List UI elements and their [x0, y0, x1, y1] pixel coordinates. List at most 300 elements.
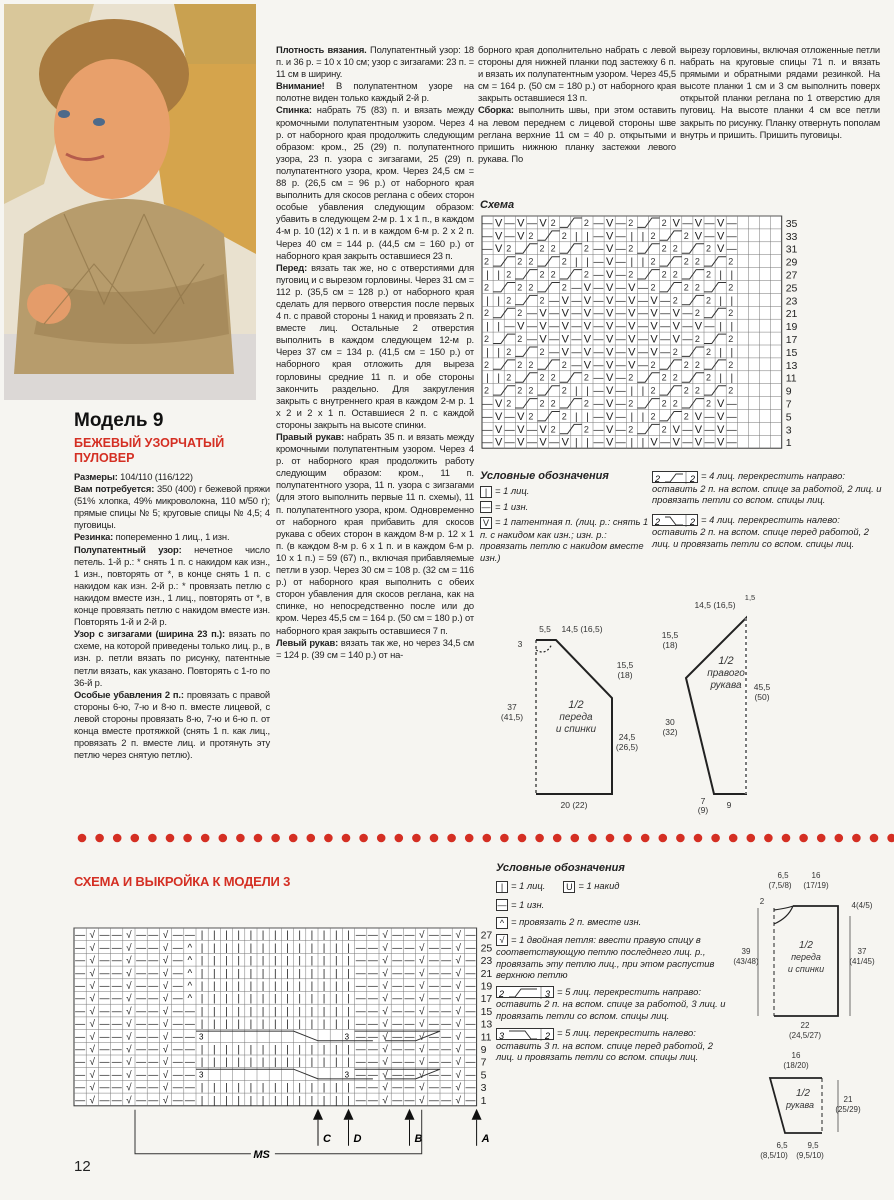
chart-cell: |: [310, 993, 314, 1005]
chart-cell: —: [441, 981, 452, 992]
chart-cell-cross: 2: [650, 411, 656, 422]
chart-cell: —: [148, 968, 159, 980]
chart-cell: √: [418, 955, 425, 967]
chart-cell: |: [575, 257, 578, 269]
chart-cell-cross: 2: [650, 385, 656, 396]
chart-cell: —: [367, 968, 378, 980]
dimension-label: 4(4/5): [851, 901, 873, 910]
chart-cell: —: [571, 360, 582, 372]
chart-cell: |: [225, 981, 228, 992]
chart-cell: —: [111, 1082, 122, 1094]
chart-cell: √: [418, 1019, 425, 1031]
chart-cell: —: [504, 424, 515, 436]
paragraph-heading: Особые убавления 2 п.:: [74, 688, 184, 700]
chart-cell: —: [392, 1006, 403, 1018]
chart-cell: V: [605, 320, 614, 333]
chart-cell: |: [322, 993, 326, 1005]
chart-cell-cross: 2: [672, 295, 678, 306]
divider-dot: [342, 834, 351, 843]
chart-cell-cross: 2: [528, 359, 534, 370]
chart-cell: √: [382, 981, 388, 992]
chart-cell: —: [704, 437, 715, 449]
divider-dot: [571, 834, 580, 843]
chart-cell: —: [184, 1031, 195, 1043]
chart-cell: —: [75, 930, 86, 942]
chart-cell: |: [298, 1095, 302, 1107]
chart-cell-cross: 2: [539, 295, 545, 306]
chart-cell: —: [367, 1006, 378, 1018]
chart-cell: —: [441, 1082, 452, 1094]
chart-cell: —: [571, 295, 582, 307]
chart-cell: —: [465, 1006, 476, 1018]
chart-cell: —: [148, 1031, 159, 1043]
paragraph: [276, 262, 474, 431]
chart-cell-cross: 2: [539, 372, 545, 383]
legend-1-title: Условные обозначения: [480, 470, 609, 482]
chart-cell-cross: 2: [517, 385, 523, 396]
chart-cell: √: [162, 1044, 169, 1056]
chart-cell: —: [428, 981, 439, 992]
knitting-chart-1: [480, 212, 800, 452]
chart-cell: —: [615, 218, 626, 230]
text-column-4: [680, 44, 880, 141]
chart-cell: —: [593, 334, 604, 346]
chart-cell: √: [455, 1095, 462, 1107]
chart-cell: |: [200, 955, 204, 967]
chart-cell-cross: 2: [517, 308, 523, 319]
row-label: 23: [785, 295, 798, 308]
chart-cell: —: [392, 930, 403, 942]
chart-cell: —: [549, 321, 560, 333]
dimension-label: 37: [507, 702, 517, 712]
chart-cell: |: [212, 955, 216, 967]
chart-cell-cross: 2: [550, 243, 556, 254]
paragraph: [74, 689, 270, 762]
marker-arrow-icon: [313, 1109, 323, 1120]
chart-cell-cross: 2: [528, 230, 534, 241]
marker-arrow-icon: [405, 1109, 415, 1120]
chart-cell: |: [486, 321, 489, 333]
dimension-label: переда: [791, 952, 821, 962]
dimension-label: рукава: [786, 1100, 814, 1110]
chart-cell: —: [504, 411, 515, 423]
chart-cell: —: [571, 347, 582, 359]
chart-cell: —: [99, 1019, 110, 1031]
chart-cell: |: [347, 1057, 350, 1069]
chart-cell: —: [593, 437, 604, 449]
chart-cell-cross: 2: [506, 269, 512, 280]
chart-cell: |: [225, 1044, 228, 1056]
chart-cell: V: [605, 217, 614, 230]
chart-cell: |: [641, 257, 645, 269]
chart-cell: —: [367, 1031, 378, 1043]
row-label: 21: [480, 967, 493, 980]
chart-cell: √: [89, 930, 96, 942]
chart-cell: V: [494, 436, 503, 449]
chart-cell: |: [212, 1044, 216, 1056]
row-label: 7: [480, 1056, 487, 1069]
chart-cell: |: [237, 1019, 241, 1031]
cable-cross-icon: [652, 514, 698, 526]
chart-cell-cross: 2: [528, 385, 534, 396]
chart-cell: V: [628, 333, 636, 346]
chart-cell: —: [704, 218, 715, 230]
chart-cell: |: [286, 1082, 289, 1094]
chart-cell: |: [273, 1057, 277, 1069]
chart-cell-cross: 2: [661, 372, 667, 383]
chart-cell: |: [237, 1006, 241, 1018]
dimension-label: 5,5: [539, 624, 551, 634]
chart-cell: V: [561, 320, 569, 333]
chart-cell: —: [148, 930, 159, 942]
chart-cell-cross: 2: [650, 256, 656, 267]
chart-cell-cross: 2: [683, 411, 689, 422]
chart-cell: |: [237, 1044, 241, 1056]
chart-cell: —: [482, 218, 493, 230]
chart-cell: —: [428, 993, 439, 1005]
chart-cell: —: [615, 399, 626, 410]
chart-cell: |: [273, 930, 277, 942]
dimension-label: (18/20): [783, 1061, 809, 1070]
chart-cell: |: [286, 1057, 289, 1069]
chart-cell: V: [539, 320, 547, 333]
chart-cell: |: [261, 955, 265, 967]
chart-cell: |: [273, 981, 277, 992]
chart-cell: |: [298, 968, 302, 980]
dimension-label: 1/2: [799, 940, 813, 951]
chart-cell: |: [586, 257, 589, 269]
row-label: 17: [785, 334, 798, 346]
chart-cell: |: [322, 1006, 326, 1018]
chart-cell: —: [172, 1019, 183, 1031]
chart-cell: —: [615, 373, 626, 385]
chart-cell: —: [615, 282, 626, 294]
chart-cell: √: [418, 1069, 425, 1081]
chart-cell: —: [726, 424, 737, 436]
chart-cell: |: [298, 1019, 302, 1031]
row-label: 17: [480, 993, 493, 1006]
chart-cell: V: [672, 217, 680, 230]
chart-cell: —: [355, 1006, 366, 1018]
chart-cell: —: [136, 1044, 147, 1056]
dimension-label: (32): [662, 727, 678, 737]
chart-cell-cross: 2: [583, 424, 589, 435]
legend-row: [496, 880, 726, 893]
chart-cell: —: [404, 1019, 415, 1031]
chart-cell: —: [111, 1006, 122, 1018]
chart-cell: √: [89, 1031, 96, 1043]
chart-cell: —: [172, 1069, 183, 1081]
legend-cross-item: [496, 986, 726, 1022]
chart-cell: V: [561, 436, 569, 449]
chart-cell: —: [637, 295, 648, 307]
chart-cell: V: [605, 398, 614, 410]
chart-cell: —: [441, 1006, 452, 1018]
chart-cell-cross: 3: [199, 1070, 204, 1080]
paragraph-heading: Внимание!: [276, 80, 325, 92]
chart-cell: —: [441, 1069, 452, 1081]
chart-cell-cross: 2: [484, 282, 490, 293]
row-label: 15: [785, 346, 798, 359]
chart-cell: |: [310, 1044, 314, 1056]
chart-cell-cross: 2: [694, 308, 700, 319]
chart-cell: —: [441, 930, 452, 942]
chart-cell: —: [404, 1057, 415, 1069]
dimension-label: 7: [700, 796, 706, 806]
chart-cell: √: [89, 942, 96, 954]
chart-cell: —: [428, 942, 439, 954]
chart-cell: —: [99, 942, 110, 954]
chart-cell: —: [172, 1044, 183, 1056]
chart-cell: ^: [187, 993, 193, 1005]
chart-cell: —: [482, 411, 493, 423]
chart-cell: |: [630, 386, 634, 398]
chart-cell: V: [605, 256, 614, 269]
chart-cell: V: [539, 436, 547, 449]
chart-cell: —: [660, 347, 671, 359]
legend-item: [480, 485, 650, 498]
svg-text:2: 2: [690, 473, 696, 484]
dimension-label: 1/2: [718, 655, 734, 667]
chart-cell: |: [334, 1006, 338, 1018]
pattern-diagram-model-9: [500, 590, 800, 815]
chart-cell: —: [465, 955, 476, 967]
dimension-label: 2: [759, 897, 765, 906]
chart-cell: —: [549, 295, 560, 307]
chart-cell: —: [726, 411, 737, 423]
chart-cell: —: [355, 968, 366, 980]
divider-dot: [201, 834, 210, 843]
legend-2-title: Условные обозначения: [496, 862, 625, 874]
chart-cell: |: [200, 1057, 204, 1069]
cable-cross-icon: [496, 986, 554, 998]
chart-cell: |: [286, 942, 289, 954]
schema-title: Схема: [480, 199, 515, 211]
chart-cell-cross: 2: [539, 346, 545, 357]
chart-cell: —: [75, 1082, 86, 1094]
chart-cell: —: [392, 955, 403, 967]
paragraph: [276, 104, 474, 261]
chart-cell: —: [593, 424, 604, 436]
chart-cell: V: [716, 436, 725, 449]
paragraph: [74, 544, 270, 629]
row-label: 33: [785, 230, 798, 243]
chart-cell: √: [126, 1044, 132, 1056]
chart-cell: —: [172, 955, 183, 967]
dimension-label: 37: [857, 947, 867, 956]
chart-cell: —: [593, 244, 604, 256]
chart-cell: —: [441, 1057, 452, 1069]
chart-cell: ^: [187, 942, 193, 954]
chart-cell: —: [148, 1019, 159, 1031]
chart-cell: |: [212, 1057, 216, 1069]
paragraph-text: Полупатентный узор: 18 п. и 36 р. = 10 х 10 см; узор с зигзагами: 23 п. = 11 см в ширину.: [276, 44, 474, 80]
chart-cell: |: [298, 1006, 302, 1018]
chart-cell-cross: 2: [661, 424, 667, 435]
chart-cell: V: [605, 385, 614, 398]
paragraph-heading: Вам потребуется:: [74, 483, 155, 495]
chart-cell: V: [561, 307, 569, 320]
chart-cell: —: [726, 437, 737, 449]
legend-item: [480, 501, 650, 514]
legend-text: = 5 лиц. перекрестить налево: оставить 3 п. на вспом. спице перед работой, 2 лиц. и провязать петли со вспом. спицы лиц.: [496, 1027, 714, 1063]
chart-cell: —: [355, 930, 366, 942]
chart-cell-cross: 2: [683, 256, 689, 267]
chart-cell: —: [637, 308, 648, 320]
chart-cell: —: [441, 968, 452, 980]
text-column-2: [276, 44, 474, 661]
chart-cell: V: [650, 294, 658, 307]
chart-cell: —: [355, 1019, 366, 1031]
paragraph-heading: Перед:: [276, 261, 308, 273]
chart-cell: —: [404, 942, 415, 954]
chart-cell: √: [382, 1044, 388, 1056]
chart-cell: —: [428, 1082, 439, 1094]
legend-item: [496, 899, 726, 912]
chart-cell: —: [172, 1057, 183, 1069]
chart-cell: —: [136, 1019, 147, 1031]
chart-cell-cross: 2: [550, 424, 556, 435]
chart-cell: —: [172, 942, 183, 954]
paragraph-text: В полупатентном узоре на полотне виден только каждый 2-й р.: [276, 80, 474, 104]
row-label: 1: [785, 437, 792, 450]
chart-cell: —: [428, 955, 439, 967]
dimension-label: (18): [617, 670, 633, 680]
chart-cell: |: [225, 930, 228, 942]
divider-dot: [219, 834, 228, 843]
divider-dot: [694, 834, 703, 843]
paragraph-text: вырезу горловины, включая отложенные петли набрать на круговые спицы 71 п. и вязать прямыми и обратными рядами резинкой. На высоте планки 1 см и 3 см выполнить поверх открытой планки реглана по 1 отверстию для пуговиц. На высоте планки 4 см все петли закрыть по рисунку. Планку отвернуть пополам внутрь и пришить. Пришить пуговицы.: [680, 44, 880, 140]
chart-cell: V: [672, 333, 680, 346]
chart-cell: V: [561, 346, 569, 359]
svg-text:2: 2: [690, 517, 696, 528]
chart-cell: —: [682, 218, 693, 230]
chart-cell: |: [249, 1082, 253, 1094]
chart-cell: —: [465, 942, 476, 954]
dimension-label: (9): [697, 805, 709, 815]
chart-cell: V: [628, 307, 636, 320]
dimension-label: (26,5): [615, 742, 639, 752]
chart-cell: —: [465, 968, 476, 980]
divider-dot: [412, 834, 421, 843]
chart-cell: |: [237, 1095, 241, 1107]
chart-cell: √: [89, 1006, 96, 1018]
dimension-label: (8,5/10): [760, 1151, 788, 1160]
chart-cell: V: [628, 320, 636, 333]
chart-cell: V: [517, 423, 525, 436]
row-label: 13: [785, 359, 798, 372]
chart-cell: V: [583, 359, 592, 372]
chart-cell-cross: 3: [344, 1070, 350, 1080]
chart-cell-cross: 2: [583, 243, 589, 254]
chart-cell: √: [162, 930, 169, 942]
chart-cell: —: [465, 930, 476, 942]
chart-cell: √: [162, 981, 169, 992]
chart-cell: |: [273, 968, 277, 980]
chart-cell: —: [637, 282, 648, 294]
chart-cell-cross: 2: [628, 372, 634, 383]
chart-cell: —: [99, 1095, 110, 1107]
chart-cell: |: [273, 1082, 277, 1094]
chart-cell-cross: 2: [683, 385, 689, 396]
chart-cell-cross: 2: [728, 385, 734, 396]
chart-cell-cross: 2: [628, 243, 634, 254]
chart-cell-cross: 2: [672, 372, 678, 383]
chart-cell: √: [418, 993, 425, 1005]
chart-cell: |: [249, 1006, 253, 1018]
chart-cell: |: [310, 942, 314, 954]
chart-cell: —: [392, 1044, 403, 1056]
chart-cell: |: [334, 968, 338, 980]
row-label: 21: [785, 308, 798, 321]
chart-cell: —: [615, 411, 626, 423]
chart-cell: —: [148, 1044, 159, 1056]
chart-cell: |: [261, 993, 265, 1005]
chart-cell: —: [504, 218, 515, 230]
chart-cell: V: [605, 230, 614, 243]
legend-1: [480, 470, 650, 566]
chart-cell: —: [136, 1057, 147, 1069]
dimension-label: (25/29): [835, 1105, 861, 1114]
chart-cell: |: [586, 411, 589, 423]
chart-cell: |: [212, 1019, 216, 1031]
chart-cell: |: [261, 1095, 265, 1107]
neckline: [536, 644, 552, 652]
chart-cell: —: [660, 308, 671, 320]
divider-dot: [307, 834, 316, 843]
chart-cell: —: [526, 308, 537, 320]
marker-label: D: [353, 1132, 362, 1145]
chart-cell: V: [672, 307, 680, 320]
chart-cell: |: [273, 1044, 277, 1056]
marker-label: C: [323, 1132, 331, 1145]
chart-cell: V: [539, 217, 547, 230]
chart-cell: —: [136, 981, 147, 992]
chart-cell-cross: 2: [550, 217, 556, 228]
chart-cell: —: [99, 955, 110, 967]
chart-cell-cross: 2: [484, 334, 490, 344]
chart-cell: —: [148, 1069, 159, 1081]
chart-cell: √: [455, 981, 462, 992]
chart-cell: |: [200, 942, 204, 954]
chart-cell: —: [726, 218, 737, 230]
paragraph-text: борного края дополнительно набрать с левой стороны для нижней планки под застежку 6 п. и вязать их полупатентным узором. Через 45,5 см = 164 р. (50 см = 180 р.) от наборного края закрыть оставшиеся 13 п.: [478, 44, 676, 104]
chart-cell: |: [322, 968, 326, 980]
chart-cell-cross: 2: [528, 411, 534, 422]
chart-cell: —: [404, 930, 415, 942]
chart-cell-cross: 2: [484, 256, 490, 267]
chart-cell: √: [126, 1006, 132, 1018]
chart-cell-cross: 2: [672, 269, 678, 280]
chart-cell-cross: 2: [694, 282, 700, 293]
chart-cell-cross: 2: [484, 359, 490, 370]
chart-cell: —: [615, 270, 626, 281]
row-label: 19: [785, 321, 798, 334]
chart-cell-cross: 3: [344, 1032, 350, 1042]
chart-cell: —: [355, 1095, 366, 1107]
chart-cell: —: [111, 993, 122, 1005]
chart-cell: |: [237, 930, 241, 942]
chart-cell: |: [261, 1044, 265, 1056]
chart-cell: V: [494, 217, 503, 230]
chart-cell: —: [172, 968, 183, 980]
legend-1-cross: [652, 470, 884, 557]
chart-cell: |: [273, 993, 277, 1005]
chart-cell: |: [347, 930, 350, 942]
chart-cell: |: [273, 942, 277, 954]
chart-cell: |: [334, 993, 338, 1005]
chart-cell: —: [184, 1095, 195, 1107]
